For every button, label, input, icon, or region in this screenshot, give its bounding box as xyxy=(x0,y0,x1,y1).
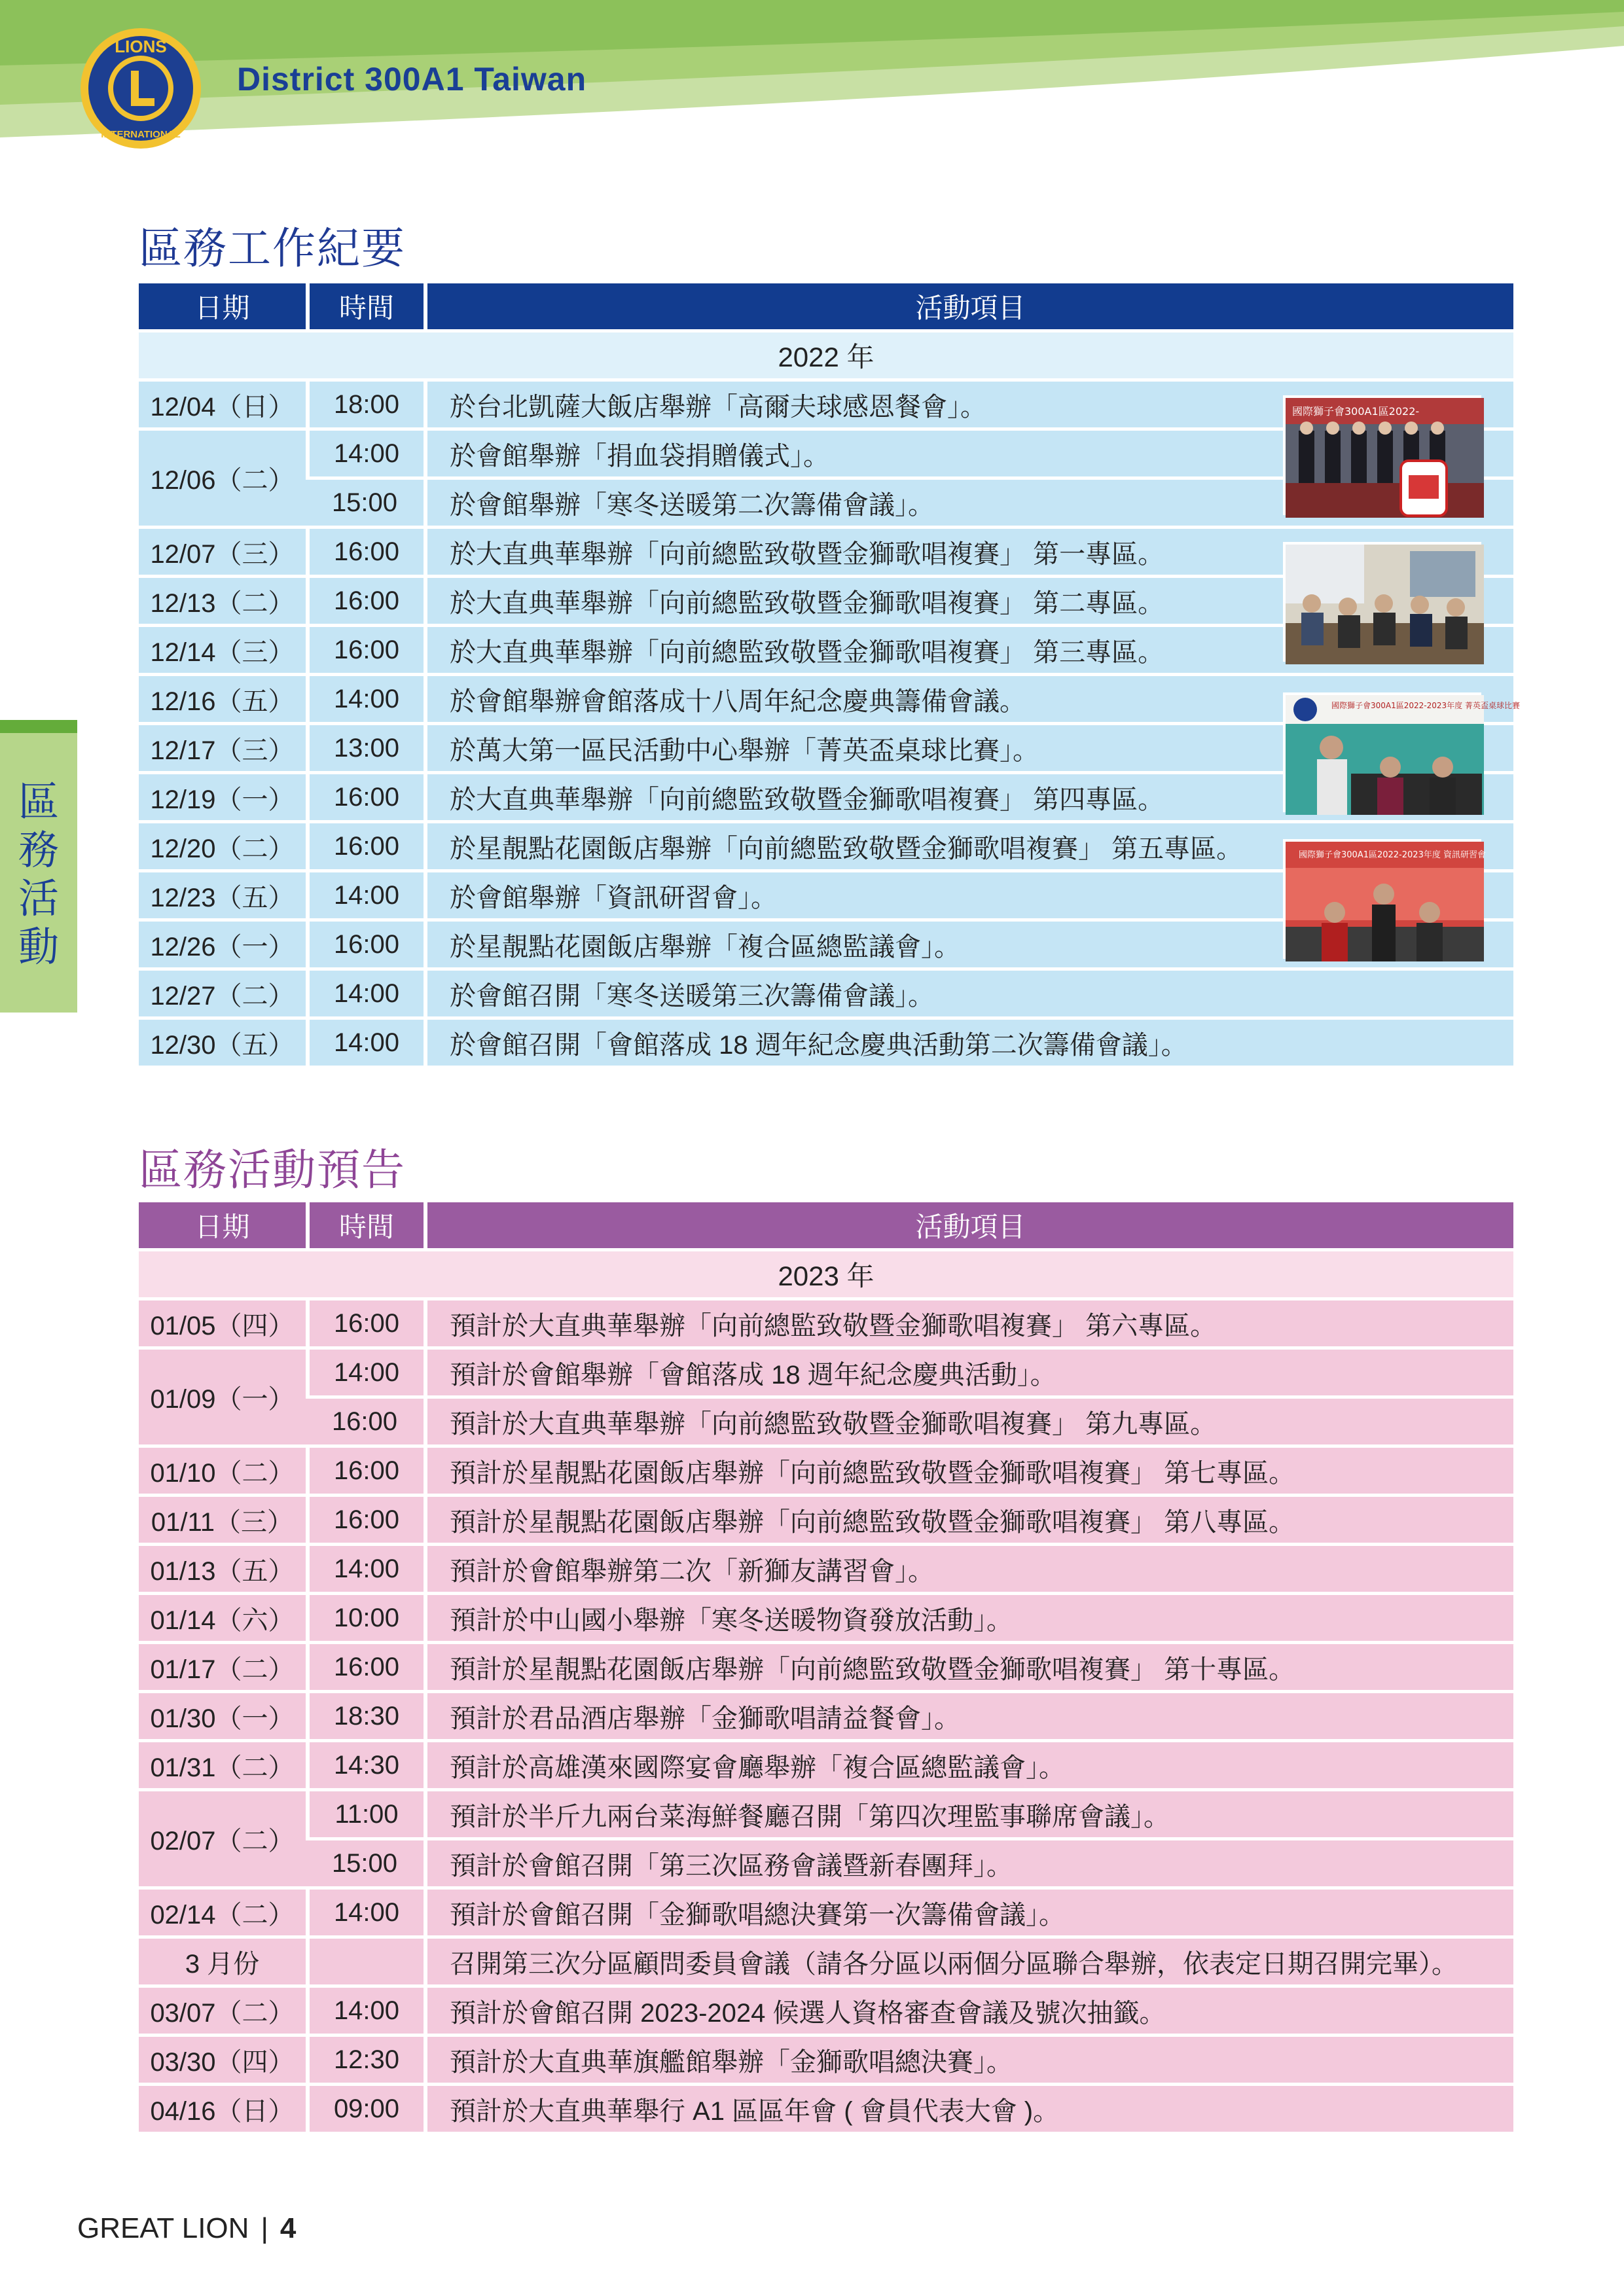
row-activity: 預計於大直典華舉行 A1 區區年會 ( 會員代表大會 )。 xyxy=(424,2086,1513,2132)
page-header xyxy=(0,0,1624,151)
table-row xyxy=(139,1546,1513,1592)
row-activity: 預計於會館召開 2023-2024 候選人資格審查會議及號次抽籤。 xyxy=(424,1988,1513,2034)
row-date: 12/06（二） xyxy=(139,431,306,526)
footer-separator: | xyxy=(261,2212,268,2244)
row-activity: 預計於大直典華舉辦「向前總監致敬暨金獅歌唱複賽」 第六專區。 xyxy=(424,1300,1513,1346)
row-time: 18:00 xyxy=(306,382,424,427)
table-row xyxy=(139,1497,1513,1543)
row-time: 14:00 xyxy=(306,1350,424,1395)
row-time: 16:00 xyxy=(306,922,424,967)
row-date: 04/16（日） xyxy=(139,2086,306,2132)
row-time: 15:00 xyxy=(306,480,424,526)
row-date: 03/07（二） xyxy=(139,1988,306,2034)
row-activity: 於會館召開「寒冬送暖第三次籌備會議」。 xyxy=(424,971,1513,1016)
row-time: 16:00 xyxy=(306,823,424,869)
row-date: 01/09（一） xyxy=(139,1350,306,1444)
row-activity: 於大直典華舉辦「向前總監致敬暨金獅歌唱複賽」 第二專區。 xyxy=(424,578,1513,624)
header-activity: 活動項目 xyxy=(424,1202,1513,1248)
side-section-tab xyxy=(0,720,77,1013)
table-row xyxy=(139,2037,1513,2083)
row-date: 12/19（一） xyxy=(139,774,306,820)
side-tab-bar xyxy=(0,720,77,733)
header-time: 時間 xyxy=(306,1202,424,1248)
row-time: 11:00 xyxy=(306,1791,424,1837)
table-row xyxy=(139,1448,1513,1494)
table-row xyxy=(139,1399,1513,1444)
row-time: 14:00 xyxy=(306,971,424,1016)
district-title: District 300A1 Taiwan xyxy=(237,61,587,98)
row-date: 12/14（三） xyxy=(139,627,306,673)
row-activity: 預計於大直典華旗艦館舉辦「金獅歌唱總決賽」。 xyxy=(424,2037,1513,2083)
row-date: 02/14（二） xyxy=(139,1890,306,1935)
row-activity: 預計於半斤九兩台菜海鮮餐廳召開「第四次理監事聯席會議」。 xyxy=(424,1791,1513,1837)
row-time: 15:00 xyxy=(306,1840,424,1886)
row-date: 01/17（二） xyxy=(139,1644,306,1690)
row-activity: 預計於高雄漢來國際宴會廳舉辦「複合區總監議會」。 xyxy=(424,1742,1513,1788)
row-time: 13:00 xyxy=(306,725,424,771)
row-time: 16:00 xyxy=(306,1644,424,1690)
lions-logo xyxy=(79,26,203,151)
row-activity: 於大直典華舉辦「向前總監致敬暨金獅歌唱複賽」 第三專區。 xyxy=(424,627,1513,673)
photo-3-caption: 國際獅子會300A1區2022-2023年度 菁英盃桌球比賽 xyxy=(1331,701,1520,710)
row-time: 18:30 xyxy=(306,1693,424,1739)
row-activity: 預計於會館召開「金獅歌唱總決賽第一次籌備會議」。 xyxy=(424,1890,1513,1935)
row-date: 01/31（二） xyxy=(139,1742,306,1788)
row-time: 14:30 xyxy=(306,1742,424,1788)
row-date: 12/04（日） xyxy=(139,382,306,427)
logo-bottom-text: INTERNATIONAL xyxy=(101,129,181,140)
row-time: 14:00 xyxy=(306,1020,424,1066)
row-date: 12/16（五） xyxy=(139,676,306,722)
row-activity: 預計於星靚點花園飯店舉辦「向前總監致敬暨金獅歌唱複賽」 第八專區。 xyxy=(424,1497,1513,1543)
preview-title: 區務活動預告 xyxy=(139,1145,406,1195)
row-activity: 預計於星靚點花園飯店舉辦「向前總監致敬暨金獅歌唱複賽」 第七專區。 xyxy=(424,1448,1513,1494)
table-row xyxy=(139,1300,1513,1346)
row-time xyxy=(306,1939,424,1984)
row-activity: 預計於中山國小舉辦「寒冬送暖物資發放活動」。 xyxy=(424,1595,1513,1641)
row-time: 12:30 xyxy=(306,2037,424,2083)
header-activity: 活動項目 xyxy=(424,283,1513,329)
row-time: 14:00 xyxy=(306,676,424,722)
photo-4-caption: 國際獅子會300A1區2022-2023年度 資訊研習會 xyxy=(1299,850,1486,860)
row-date: 01/14（六） xyxy=(139,1595,306,1641)
page-number: 4 xyxy=(280,2212,297,2244)
side-tab-label xyxy=(0,778,77,971)
row-activity: 於大直典華舉辦「向前總監致敬暨金獅歌唱複賽」 第一專區。 xyxy=(424,529,1513,575)
side-tab-char: 務 xyxy=(18,826,59,874)
row-time: 16:00 xyxy=(306,774,424,820)
row-date: 12/17（三） xyxy=(139,725,306,771)
logo-top-text: LIONS xyxy=(115,37,167,56)
preview-table xyxy=(139,1199,1513,2135)
page-footer xyxy=(77,2212,296,2245)
table-row xyxy=(139,1595,1513,1641)
row-activity: 預計於會館舉辦第二次「新獅友講習會」。 xyxy=(424,1546,1513,1592)
year-row xyxy=(139,1251,1513,1297)
row-activity: 於星靚點花園飯店舉辦「向前總監致敬暨金獅歌唱複賽」 第五專區。 xyxy=(424,823,1513,869)
table-row xyxy=(139,1791,1513,1837)
row-date: 3 月份 xyxy=(139,1939,306,1984)
table-row xyxy=(139,1988,1513,2034)
row-date: 12/07（三） xyxy=(139,529,306,575)
table-row xyxy=(139,1693,1513,1739)
row-time: 16:00 xyxy=(306,1448,424,1494)
row-time: 14:00 xyxy=(306,1988,424,2034)
row-date: 03/30（四） xyxy=(139,2037,306,2083)
table-row xyxy=(139,2086,1513,2132)
row-time: 16:00 xyxy=(306,578,424,624)
row-time: 10:00 xyxy=(306,1595,424,1641)
row-time: 16:00 xyxy=(306,1399,424,1444)
row-activity: 於會館召開「會館落成 18 週年紀念慶典活動第二次籌備會議」。 xyxy=(424,1020,1513,1066)
row-date: 12/20（二） xyxy=(139,823,306,869)
row-date: 12/23（五） xyxy=(139,872,306,918)
table-row xyxy=(139,1890,1513,1935)
table-row xyxy=(139,1939,1513,1984)
row-activity: 於星靚點花園飯店舉辦「複合區總監議會」。 xyxy=(424,922,1513,967)
row-time: 16:00 xyxy=(306,529,424,575)
row-time: 16:00 xyxy=(306,1300,424,1346)
row-date: 01/11（三） xyxy=(139,1497,306,1543)
table-header-row xyxy=(139,283,1513,329)
header-date: 日期 xyxy=(139,283,306,329)
photo-1-caption: 國際獅子會300A1區2022- xyxy=(1292,405,1420,418)
header-date: 日期 xyxy=(139,1202,306,1248)
row-time: 14:00 xyxy=(306,1890,424,1935)
row-date: 12/30（五） xyxy=(139,1020,306,1066)
row-time: 14:00 xyxy=(306,1546,424,1592)
meeting-room-photo xyxy=(1283,542,1481,662)
row-activity: 於大直典華舉辦「向前總監致敬暨金獅歌唱複賽」 第四專區。 xyxy=(424,774,1513,820)
row-activity: 於會館舉辦會館落成十八周年紀念慶典籌備會議。 xyxy=(424,676,1513,722)
publication-name: GREAT LION xyxy=(77,2212,249,2244)
row-activity: 預計於君品酒店舉辦「金獅歌唱請益餐會」。 xyxy=(424,1693,1513,1739)
table-row xyxy=(139,1350,1513,1395)
year-label: 2023 年 xyxy=(139,1251,1513,1297)
work-summary-title: 區務工作紀要 xyxy=(139,223,406,274)
row-activity: 召開第三次分區顧問委員會議（請各分區以兩個分區聯合舉辦，依表定日期召開完畢）。 xyxy=(424,1939,1513,1984)
year-label: 2022 年 xyxy=(139,332,1513,378)
table-header-row xyxy=(139,1202,1513,1248)
row-date: 12/13（二） xyxy=(139,578,306,624)
row-activity: 於會館舉辦「寒冬送暖第二次籌備會議」。 xyxy=(424,480,1513,526)
row-date: 12/27（二） xyxy=(139,971,306,1016)
table-row xyxy=(139,1840,1513,1886)
row-activity: 預計於會館舉辦「會館落成 18 週年紀念慶典活動」。 xyxy=(424,1350,1513,1395)
info-seminar-photo xyxy=(1283,839,1486,959)
row-activity: 於會館舉辦「捐血袋捐贈儀式」。 xyxy=(424,431,1513,476)
table-row xyxy=(139,1742,1513,1788)
table-tennis-award-photo xyxy=(1283,692,1520,812)
row-time: 16:00 xyxy=(306,627,424,673)
row-time: 14:00 xyxy=(306,872,424,918)
side-tab-text xyxy=(0,778,77,971)
row-date: 01/10（二） xyxy=(139,1448,306,1494)
row-activity: 預計於星靚點花園飯店舉辦「向前總監致敬暨金獅歌唱複賽」 第十專區。 xyxy=(424,1644,1513,1690)
year-row xyxy=(139,332,1513,378)
row-activity: 預計於大直典華舉辦「向前總監致敬暨金獅歌唱複賽」 第九專區。 xyxy=(424,1399,1513,1444)
row-time: 16:00 xyxy=(306,1497,424,1543)
row-date: 01/05（四） xyxy=(139,1300,306,1346)
side-tab-char: 區 xyxy=(18,778,59,825)
header-time: 時間 xyxy=(306,283,424,329)
side-tab-char: 動 xyxy=(18,923,59,971)
row-date: 12/26（一） xyxy=(139,922,306,967)
row-time: 14:00 xyxy=(306,431,424,476)
row-activity: 於會館舉辦「資訊研習會」。 xyxy=(424,872,1513,918)
row-activity: 於萬大第一區民活動中心舉辦「菁英盃桌球比賽」。 xyxy=(424,725,1513,771)
table-row xyxy=(139,1644,1513,1690)
table-row xyxy=(139,1020,1513,1066)
row-date: 02/07（二） xyxy=(139,1791,306,1886)
table-row xyxy=(139,971,1513,1016)
side-tab-char: 活 xyxy=(18,874,59,922)
row-activity: 於台北凱薩大飯店舉辦「高爾夫球感恩餐會」。 xyxy=(424,382,1513,427)
row-activity: 預計於會館召開「第三次區務會議暨新春團拜」。 xyxy=(424,1840,1513,1886)
row-date: 01/13（五） xyxy=(139,1546,306,1592)
blood-bag-ceremony-photo xyxy=(1283,395,1481,515)
row-time: 09:00 xyxy=(306,2086,424,2132)
row-date: 01/30（一） xyxy=(139,1693,306,1739)
